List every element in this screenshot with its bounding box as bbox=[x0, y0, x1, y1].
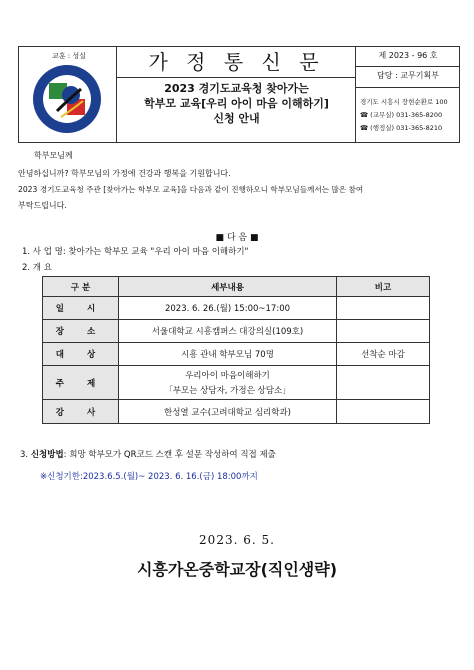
row-note bbox=[337, 400, 430, 424]
phone-office: ☎ (교무실) 031-365-8200 bbox=[360, 111, 443, 119]
application-label: 신청방법 bbox=[30, 450, 64, 460]
school-logo bbox=[31, 61, 103, 139]
subtitle-line: 학부모 교육[우리 아이 마음 이해하기] bbox=[144, 97, 329, 110]
table-row bbox=[43, 320, 430, 343]
school-address: 경기도 시흥시 장현순환로 100 bbox=[360, 98, 448, 106]
table-header-row bbox=[43, 277, 430, 297]
application-deadline: ※신청기한:2023.6.5.(월)~ 2023. 6. 16.(금) 18:00까지 bbox=[40, 472, 258, 482]
letter-header bbox=[18, 46, 460, 143]
row-label: 일 시 bbox=[43, 297, 119, 320]
subtitle-line: 신청 안내 bbox=[213, 112, 260, 125]
row-note: 선착순 마감 bbox=[337, 343, 430, 366]
letter-date: 2023. 6. 5. bbox=[199, 533, 275, 547]
dagum-heading: ■ 다 음 ■ bbox=[215, 233, 259, 243]
topic-line: 「부모는 상담자, 가정은 상담소」 bbox=[164, 386, 291, 396]
letter-subtitle bbox=[117, 81, 356, 126]
row-note bbox=[337, 297, 430, 320]
row-note bbox=[337, 366, 430, 400]
dagum-row bbox=[0, 230, 474, 243]
application-method bbox=[20, 448, 276, 460]
table-row bbox=[43, 297, 430, 320]
topic-line: 우리아이 마음이해하기 bbox=[185, 371, 270, 381]
row-content: 한성열 교수(고려대학교 심리학과) bbox=[119, 400, 337, 424]
divider bbox=[117, 77, 355, 78]
body-line: 부탁드립니다. bbox=[18, 201, 67, 210]
table-row bbox=[43, 343, 430, 366]
body-line: 2023 경기도교육청 주관 [찾아가는 학부모 교육]을 다음과 같이 진행하오니 학부모님들께서는 많은 참여 bbox=[18, 185, 364, 194]
table-row bbox=[43, 400, 430, 424]
table-header-cell: 구 분 bbox=[43, 277, 119, 297]
overview-table bbox=[42, 276, 430, 424]
row-content bbox=[119, 366, 337, 400]
application-text: : 희망 학부모가 QR코드 스캔 후 설문 작성하여 직접 제출 bbox=[63, 450, 276, 460]
greeting: 학부모님께 bbox=[34, 151, 73, 160]
department: 담당 : 교무기획부 bbox=[377, 71, 439, 80]
row-label: 주 제 bbox=[43, 366, 119, 400]
row-content: 2023. 6. 26.(월) 15:00~17:00 bbox=[119, 297, 337, 320]
row-content: 시흥 관내 학부모님 70명 bbox=[119, 343, 337, 366]
table-header-cell: 세부내용 bbox=[119, 277, 337, 297]
table-row bbox=[43, 366, 430, 400]
document-number: 제 2023 - 96 호 bbox=[378, 51, 438, 60]
school-motto: 교훈 : 성실 bbox=[52, 52, 86, 60]
page-title: 가 정 통 신 문 bbox=[148, 50, 325, 74]
body-line: 안녕하십니까? 학부모님의 가정에 건강과 행복을 기원합니다. bbox=[18, 169, 231, 178]
item-business-name: 1. 사 업 명: 찾아가는 학부모 교육 "우리 아이 마음 이해하기" bbox=[22, 247, 249, 257]
table-header-cell: 비고 bbox=[337, 277, 430, 297]
item-overview: 2. 개 요 bbox=[22, 263, 52, 273]
application-prefix: 3. bbox=[20, 450, 31, 460]
row-label: 대 상 bbox=[43, 343, 119, 366]
subtitle-line: 2023 경기도교육청 찾아가는 bbox=[164, 82, 309, 95]
row-content: 서울대학교 시흥캠퍼스 대강의실(109호) bbox=[119, 320, 337, 343]
divider bbox=[356, 87, 460, 88]
phone-admin: ☎ (행정실) 031-365-8210 bbox=[360, 124, 443, 132]
row-label: 강 사 bbox=[43, 400, 119, 424]
row-note bbox=[337, 320, 430, 343]
row-label: 장 소 bbox=[43, 320, 119, 343]
principal-signature: 시흥가온중학교장(직인생략) bbox=[136, 560, 338, 579]
